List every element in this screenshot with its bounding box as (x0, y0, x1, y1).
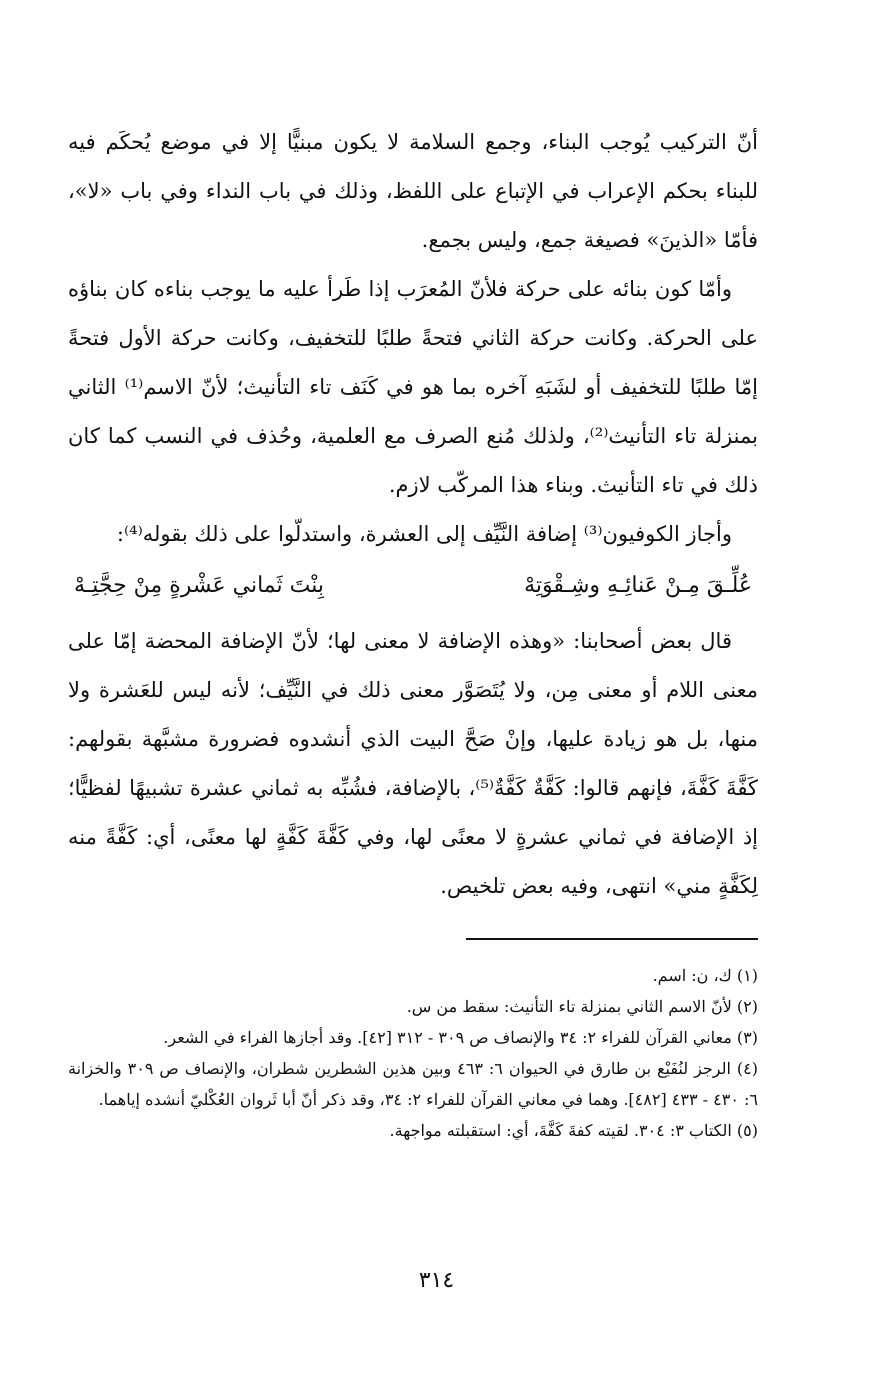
footnote-3: (٣) معاني القرآن للفراء ٢: ٣٤ والإنصاف ص ٣٠٩ - ٣١٢ [٤٢]. وقد أجازها الفراء في الشعر. (163, 1028, 758, 1047)
paragraph-4: قال بعض أصحابنا: «وهذه الإضافة لا معنى لها؛ لأنّ الإضافة المحضة إمّا على معنى اللام أو معنى مِن، ولا يُتَصَوَّر معنى ذلك في النَّيِّف؛ لأنه ليس للعَشرة ولا منها، بل هو زيادة عليها، وإنْ صَحَّ البيت الذي أنشدوه فضرورة مشبَّهة بقولهم: كَفَّةَ كَفَّةَ، فإنهم قالوا: كَفَّةٌ كَفَّةٌ⁽⁵⁾، بالإضافة، فشُبِّه به ثماني عشرة تشبيهًا لفظيًّا؛ إذ الإضافة في ثماني عشرةٍ لا معنًى لها، وفي كَفَّةَ كَفَّةٍ لها معنًى، أي: كَفَّةً منه لِكَفَّةٍ مني» انتهى، وفيه بعض تلخيص. (68, 629, 758, 898)
paragraph-2: وأمّا كون بنائه على حركة فلأنّ المُعرَب إذا طَرأ عليه ما يوجب بناءه كان بناؤه على الحركة. وكانت حركة الثاني فتحةً طلبًا للتخفيف، وكانت حركة الأول فتحةً إمّا طلبًا للتخفيف أو لشَبَهِ آخره بما هو في كَنَف تاء التأنيث؛ لأنّ الاسم⁽¹⁾ الثاني بمنزلة تاء التأنيث⁽²⁾، ولذلك مُنع الصرف مع العلمية، وحُذف في النسب كما كان ذلك في تاء التأنيث. وبناء هذا المركّب لازم. (68, 277, 758, 497)
footnote-4: (٤) الرجز لنُفَيْع بن طارق في الحيوان ٦: ٤٦٣ وبين هذين الشطرين شطران، والإنصاف ص ٣٠٩ والخزانة ٦: ٤٣٠ - ٤٣٣ [٤٨٢]. وهما في معاني القرآن للفراء ٢: ٣٤، وقد ذكر أنّ أبا ثَروان العُكْليّ أنشده إياهما. (68, 1059, 758, 1109)
main-text (68, 118, 758, 911)
footnote-5: (٥) الكتاب ٣: ٣٠٤. لقيته كفةَ كَفَّةَ، أي: استقبلته مواجهة. (389, 1121, 758, 1140)
verse-first-hemistich: عُلِّـقَ مِـنْ عَنائِـهِ وشِـقْوَتِهْ (524, 573, 752, 598)
paragraph-1: أنّ التركيب يُوجب البناء، وجمع السلامة لا يكون مبنيًّا إلا في موضع يُحكَم فيه للبناء بحكم الإعراب في الإتباع على اللفظ، وذلك في باب النداء وفي باب «لا»، فأمّا «الذينَ» فصيغة جمع، وليس بجمع. (68, 130, 758, 252)
poetry-verse (74, 559, 752, 613)
footnotes (68, 960, 758, 1146)
verse-second-hemistich: بِنْتَ ثَماني عَشْرةٍ مِنْ حِجَّتِـهْ (74, 573, 324, 598)
paragraph-3: وأجاز الكوفيون⁽³⁾ إضافة النَّيِّف إلى العشرة، واستدلّوا على ذلك بقوله⁽⁴⁾: (116, 522, 732, 546)
footnote-2: (٢) لأنّ الاسم الثاني بمنزلة تاء التأنيث: سقط من س. (406, 997, 758, 1016)
page-number: ٣١٤ (418, 1268, 455, 1293)
footnote-divider (466, 938, 758, 940)
footnote-1: (١) ك، ن: اسم. (652, 966, 758, 985)
